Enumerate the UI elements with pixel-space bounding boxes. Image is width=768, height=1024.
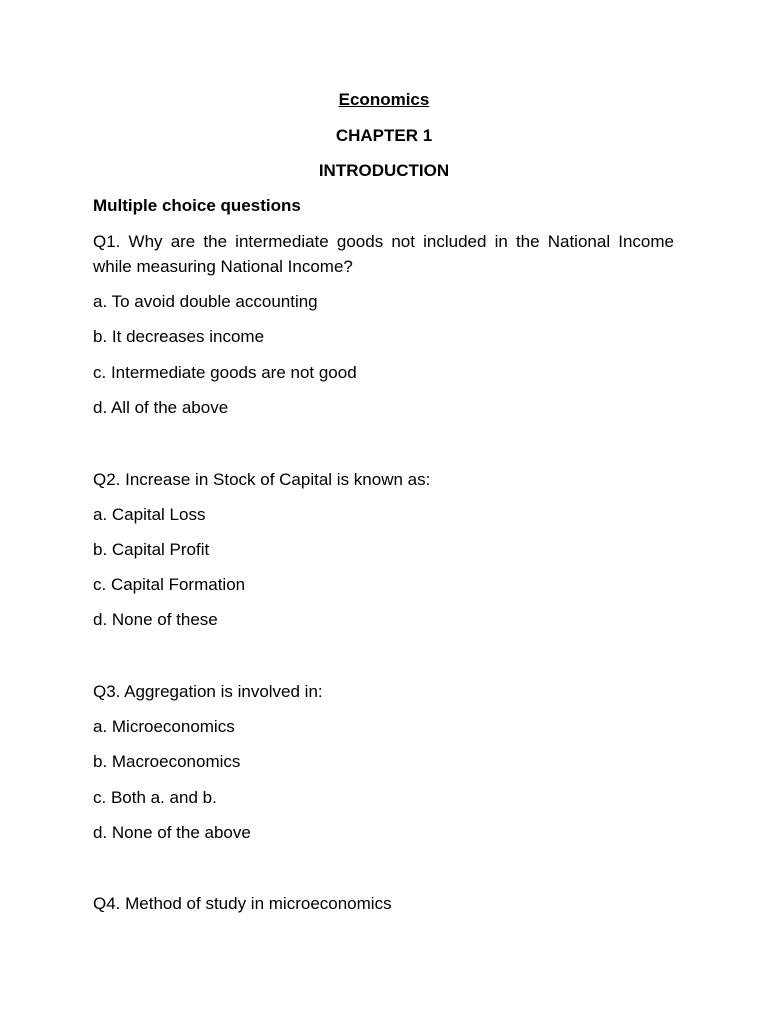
question-1-option-a: a. To avoid double accounting [93,292,318,311]
question-2-text: Q2. Increase in Stock of Capital is known as: [93,470,431,489]
question-2-option-b: b. Capital Profit [93,540,210,559]
chapter-title: INTRODUCTION [318,161,450,180]
question-2-option-a: a. Capital Loss [93,505,206,524]
question-4-text: Q4. Method of study in microeconomics [93,894,392,913]
question-1-option-c: c. Intermediate goods are not good [93,363,357,382]
question-1-option-d: d. All of the above [93,398,229,417]
question-2-option-d: d. None of these [93,610,218,629]
question-1-option-b: b. It decreases income [93,327,265,346]
question-2-option-c: c. Capital Formation [93,575,246,594]
question-3-option-b: b. Macroeconomics [93,752,241,771]
question-3-option-c: c. Both a. and b. [93,788,217,807]
question-3-option-d: d. None of the above [93,823,251,842]
question-3-text: Q3. Aggregation is involved in: [93,682,323,701]
question-1-text: Q1. Why are the intermediate goods not included in the National Income while measuring National Income? [93,232,674,276]
chapter-number: CHAPTER 1 [335,126,433,145]
section-heading: Multiple choice questions [93,196,301,215]
document-title: Economics [338,90,430,109]
question-3-option-a: a. Microeconomics [93,717,235,736]
